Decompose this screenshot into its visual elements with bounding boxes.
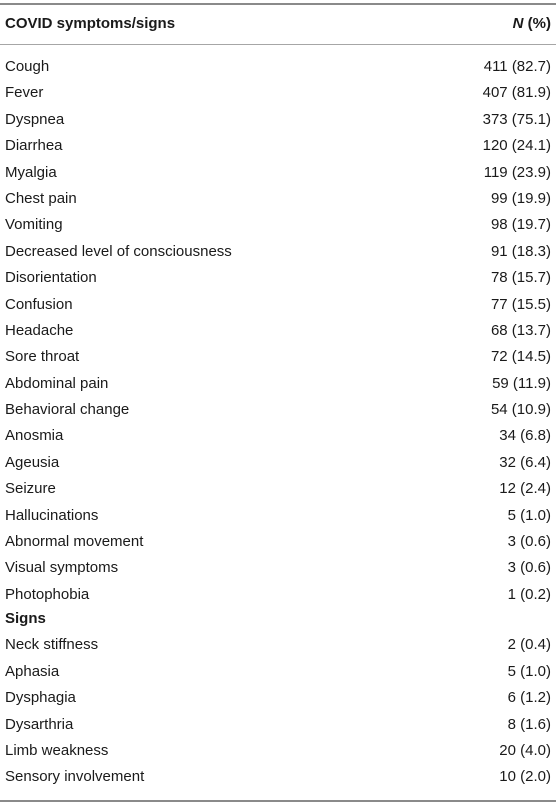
row-value: 120 (24.1) [482, 137, 551, 155]
table-bottom-rule [0, 800, 556, 802]
table-row [0, 764, 556, 790]
row-value: 3 (0.6) [507, 533, 551, 551]
row-value: 12 (2.4) [499, 480, 551, 498]
header-n-percent [513, 15, 551, 32]
table-row [0, 133, 556, 159]
row-value: 3 (0.6) [507, 559, 551, 577]
row-label: Photophobia [5, 585, 90, 603]
row-label: Sore throat [5, 348, 80, 366]
row-label: Diarrhea [5, 137, 63, 155]
table-row [0, 582, 556, 608]
table-row [0, 503, 556, 529]
table-header [0, 5, 556, 44]
table-row [0, 292, 556, 318]
signs-block [0, 606, 556, 791]
row-label: Dyspnea [5, 110, 65, 128]
row-label: Myalgia [5, 163, 57, 181]
row-label: Confusion [5, 295, 73, 313]
row-value: 77 (15.5) [490, 295, 551, 313]
row-label: Chest pain [5, 189, 77, 207]
table-row [0, 685, 556, 711]
header-n: N [512, 15, 524, 32]
row-label: Fever [5, 84, 44, 102]
sign-rows [0, 632, 556, 790]
row-value: 5 (1.0) [507, 506, 551, 524]
signs-section-row [0, 606, 556, 632]
table-row [0, 423, 556, 449]
table-row [0, 344, 556, 370]
table-row [0, 371, 556, 397]
row-value: 98 (19.7) [490, 216, 551, 234]
table-row [0, 160, 556, 186]
row-value: 1 (0.2) [507, 585, 551, 603]
table-row [0, 712, 556, 738]
table-row [0, 397, 556, 423]
row-value: 91 (18.3) [490, 242, 551, 260]
row-label: Behavioral change [5, 401, 130, 419]
row-value: 6 (1.2) [507, 689, 551, 707]
row-value: 2 (0.4) [507, 636, 551, 654]
row-value: 72 (14.5) [490, 348, 551, 366]
header-percent: (%) [523, 15, 551, 32]
row-label: Ageusia [5, 453, 60, 471]
row-value: 8 (1.6) [507, 715, 551, 733]
table-row [0, 54, 556, 80]
row-value: 10 (2.0) [499, 768, 551, 786]
table-row [0, 265, 556, 291]
row-label: Abdominal pain [5, 374, 109, 392]
signs-heading: Signs [5, 610, 46, 627]
symptom-rows [0, 54, 556, 608]
row-label: Hallucinations [5, 506, 99, 524]
row-label: Cough [5, 58, 50, 75]
row-value: 373 (75.1) [482, 110, 551, 128]
table-row [0, 632, 556, 658]
table-row [0, 476, 556, 502]
row-value: 20 (4.0) [499, 741, 551, 759]
table-row [0, 318, 556, 344]
row-value: 32 (6.4) [499, 453, 551, 471]
row-value: 78 (15.7) [490, 269, 551, 287]
header-rule [0, 44, 556, 45]
row-label: Vomiting [5, 216, 63, 234]
row-value: 5 (1.0) [507, 662, 551, 680]
table-row [0, 659, 556, 685]
row-value: 99 (19.9) [490, 189, 551, 207]
table-row [0, 738, 556, 764]
header-symptoms-signs: COVID symptoms/signs [5, 15, 176, 32]
table-row [0, 107, 556, 133]
table-row [0, 186, 556, 212]
table-row [0, 555, 556, 581]
row-label: Aphasia [5, 662, 60, 680]
row-label: Anosmia [5, 427, 64, 445]
row-value: 59 (11.9) [492, 374, 551, 392]
table-row [0, 239, 556, 265]
table-row [0, 450, 556, 476]
row-label: Neck stiffness [5, 636, 99, 654]
row-value: 119 (23.9) [483, 163, 551, 181]
row-value: 68 (13.7) [490, 321, 551, 339]
row-label: Dysarthria [5, 715, 74, 733]
row-label: Seizure [5, 480, 56, 498]
table-row [0, 80, 556, 106]
table-row [0, 212, 556, 238]
row-value: 54 (10.9) [490, 401, 551, 419]
row-label: Sensory involvement [5, 768, 145, 786]
row-label: Abnormal movement [5, 533, 144, 551]
row-value: 407 (81.9) [482, 84, 551, 102]
row-label: Decreased level of consciousness [5, 242, 232, 260]
row-label: Disorientation [5, 269, 97, 287]
row-label: Visual symptoms [5, 559, 119, 577]
row-value: 34 (6.8) [499, 427, 551, 445]
table-row [0, 529, 556, 555]
row-label: Headache [5, 321, 74, 339]
row-label: Dysphagia [5, 689, 76, 707]
row-label: Limb weakness [5, 741, 109, 759]
row-value: 411 (82.7) [483, 58, 551, 75]
